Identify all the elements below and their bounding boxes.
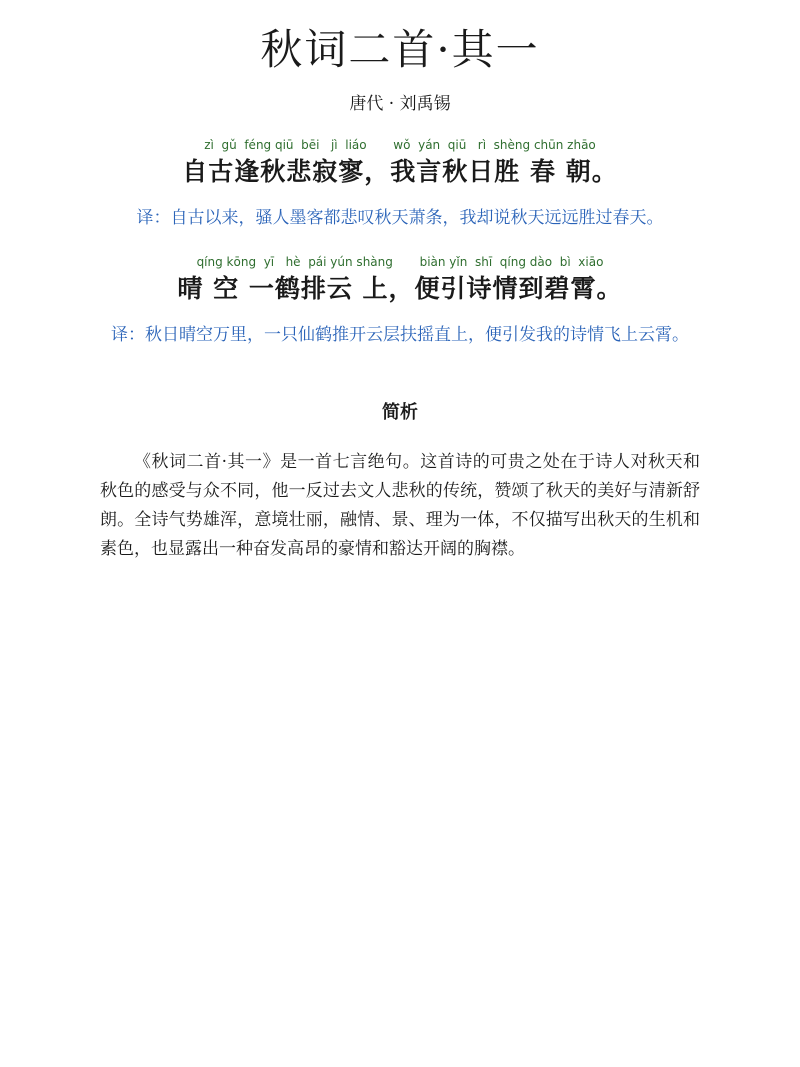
- pinyin-line-1: zì gǔ féng qiū bēi jì liáo wǒ yán qiū rì shèng chūn zhāo: [204, 138, 596, 152]
- translation-line-1: 译：自古以来，骚人墨客都悲叹秋天萧条，我却说秋天远远胜过春天。: [136, 208, 664, 228]
- analysis-heading: 简析: [382, 402, 418, 423]
- analysis-body: 《秋词二首·其一》是一首七言绝句。这首诗的可贵之处在于诗人对秋天和秋色的感受与众不同，他一反过去文人悲秋的传统，赞颂了秋天的美好与清新舒朗。全诗气势雄浑，意境壮丽，融情、景、理为一体，不仅描写出秋天的生机和素色，也显露出一种奋发高昂的豪情和豁达开阔的胸襟。: [100, 452, 700, 559]
- verse-line-1: 自古逢秋悲寂寥，我言秋日胜 春 朝。: [182, 157, 618, 186]
- verse-line-2: 晴 空 一鹤排云 上，便引诗情到碧霄。: [177, 274, 623, 303]
- translation-line-2: 译：秋日晴空万里，一只仙鹤推开云层扶摇直上，便引发我的诗情飞上云霄。: [111, 325, 689, 345]
- pinyin-line-2: qíng kōng yī hè pái yún shàng biàn yǐn shī qíng dào bì xiāo: [196, 255, 604, 269]
- poem-title: 秋词二首·其一: [260, 25, 540, 74]
- author-line: 唐代 · 刘禹锡: [349, 94, 451, 114]
